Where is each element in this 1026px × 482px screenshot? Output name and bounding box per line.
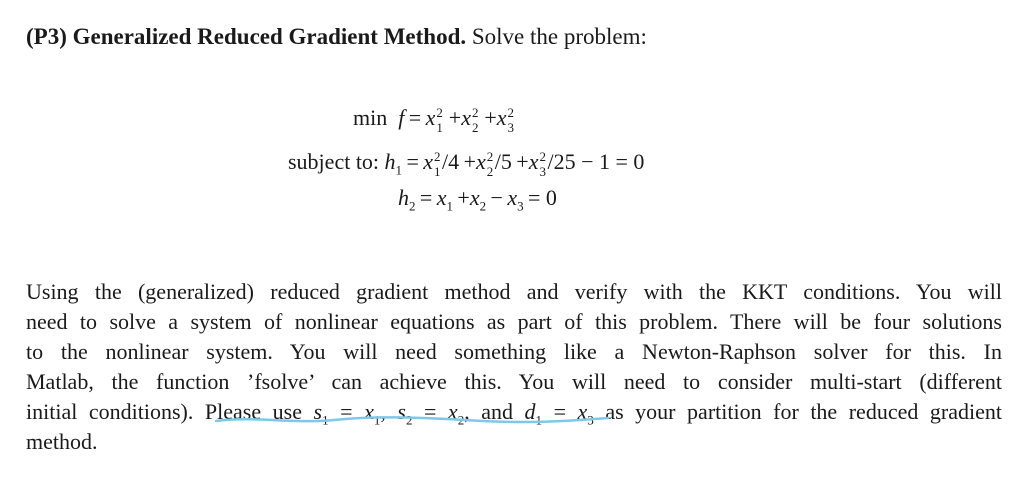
paragraph-line-1: Using the (generalized) reduced gradient method and verify with the KKT conditions. You will [26, 279, 1002, 304]
constraint2-expression: $h_2 = x_1 +x_2 - x_3 = 0$ [398, 185, 557, 214]
paragraph-line-3: to the nonlinear system. You will need something like a Newton-Raphson solver for this. In [26, 339, 1002, 364]
objective-row [353, 104, 516, 135]
line5-before: initial conditions). [26, 399, 205, 424]
objective-label: min [353, 105, 388, 130]
partition-underlined-text: Please use $s_1 = x_1$, $s_2 = x_2$, and $d_1 = x_3$ [204, 399, 594, 428]
instructions-paragraph [26, 277, 1002, 457]
problem-title: (P3) Generalized Reduced Gradient Method. [26, 24, 467, 49]
problem-instruction: Solve the problem: [466, 24, 647, 49]
constraint1-expression: $h_1 = x$ 2 1 /4 +x 2 2 /5 +x 2 3 /25 − 1 = 0 [384, 148, 645, 179]
paragraph-line-6: method. [26, 429, 98, 454]
line5-after: as your partition for the reduced gradient [593, 399, 1002, 424]
constraint1-row [288, 148, 645, 179]
paragraph-line-4: Matlab, the function ’fsolve’ can achieve this. You will need to consider multi-start (different [26, 369, 1002, 394]
handwritten-underline [214, 412, 610, 426]
objective-expression: f = x 2 1 +x 2 2 +x 2 3 [392, 104, 515, 135]
underline-stroke [216, 417, 608, 422]
constraint2-row [398, 184, 557, 212]
constraint1-label: subject to: [288, 149, 380, 174]
paragraph-line-2: need to solve a system of nonlinear equations as part of this problem. There will be four solutions [26, 309, 1002, 334]
problem-heading [26, 22, 647, 52]
